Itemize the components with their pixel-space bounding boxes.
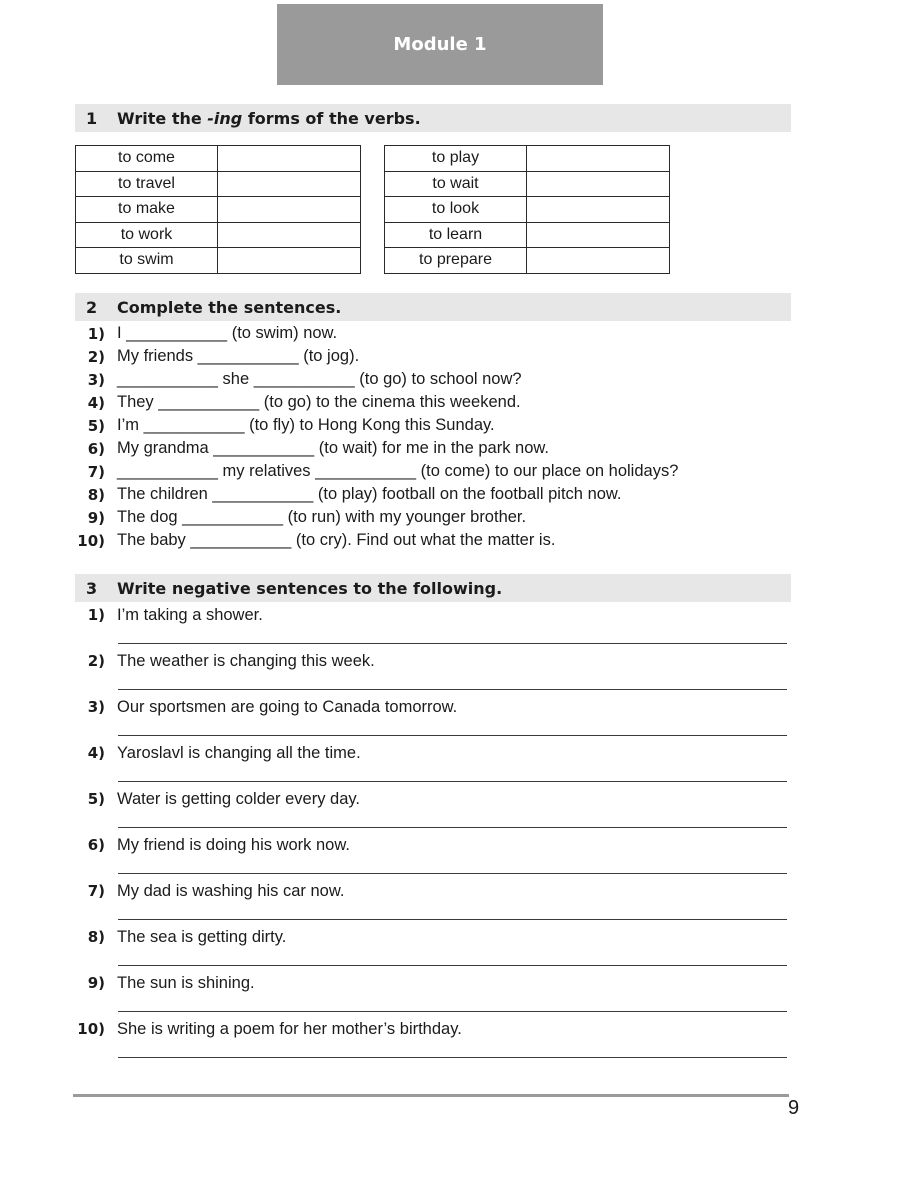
item-number: 2): [87, 347, 105, 366]
section-1-title-end: forms of the verbs.: [242, 108, 421, 128]
sentence-text: The baby ___________ (to cry). Find out what the matter is.: [117, 531, 556, 549]
sentence-text: She is writing a poem for her mother’s birthday.: [117, 1019, 462, 1038]
item-number: 3): [87, 370, 105, 389]
section-1-number: 1: [86, 108, 98, 128]
sentence-item: [75, 414, 791, 437]
sentence-text: They ___________ (to go) to the cinema this weekend.: [117, 393, 521, 411]
module-title: Module 1: [393, 34, 487, 55]
sentence-text: Our sportsmen are going to Canada tomorrow.: [117, 697, 458, 716]
item-row: [75, 925, 791, 949]
answer-line[interactable]: [118, 781, 787, 782]
item-number: 7): [87, 882, 105, 900]
verb-cell: to prepare: [385, 248, 527, 274]
verbs-table-right: [384, 145, 670, 274]
item-row: [75, 833, 791, 857]
section-1-title-start: Write the: [117, 108, 208, 128]
answer-line[interactable]: [118, 965, 787, 966]
item-row: [75, 879, 791, 903]
section-2-list: [75, 322, 791, 552]
answer-cell[interactable]: [218, 248, 361, 274]
sentence-text: ___________ she ___________ (to go) to school now?: [117, 370, 522, 388]
item-number: 9): [87, 508, 105, 527]
negative-item: [75, 787, 791, 833]
answer-cell[interactable]: [218, 197, 361, 223]
negative-item: [75, 971, 791, 1017]
section-3-title: Write negative sentences to the following.: [117, 578, 503, 598]
sentence-text: My dad is washing his car now.: [117, 881, 345, 900]
negative-item: [75, 1017, 791, 1063]
verb-row: [76, 222, 361, 248]
sentence-text: The sea is getting dirty.: [117, 927, 287, 946]
item-number: 10): [77, 1020, 105, 1038]
section-3-list: [75, 603, 791, 1063]
answer-cell[interactable]: [527, 146, 670, 172]
sentence-text: I’m taking a shower.: [117, 605, 263, 624]
sentence-text: I’m ___________ (to fly) to Hong Kong this Sunday.: [117, 416, 495, 434]
module-header: [277, 4, 603, 85]
sentence-item: [75, 368, 791, 391]
answer-line[interactable]: [118, 735, 787, 736]
verb-cell: to learn: [385, 222, 527, 248]
answer-cell[interactable]: [527, 171, 670, 197]
item-row: [75, 1017, 791, 1041]
item-number: 6): [87, 439, 105, 458]
sentence-item: [75, 391, 791, 414]
negative-item: [75, 603, 791, 649]
item-number: 4): [87, 393, 105, 412]
verb-cell: to play: [385, 146, 527, 172]
answer-line[interactable]: [118, 1057, 787, 1058]
sentence-text: The children ___________ (to play) football on the football pitch now.: [117, 485, 622, 503]
sentence-item: [75, 506, 791, 529]
answer-line[interactable]: [118, 919, 787, 920]
verb-cell: to look: [385, 197, 527, 223]
negative-item: [75, 833, 791, 879]
negative-item: [75, 649, 791, 695]
page-number: 9: [788, 1097, 800, 1119]
section-2-header: [75, 293, 791, 321]
sentence-text: The weather is changing this week.: [117, 651, 375, 670]
sentence-item: [75, 345, 791, 368]
section-1-title: [117, 109, 421, 128]
answer-cell[interactable]: [218, 171, 361, 197]
negative-item: [75, 879, 791, 925]
item-row: [75, 603, 791, 627]
verb-row: [385, 171, 670, 197]
negative-item: [75, 925, 791, 971]
negative-item: [75, 695, 791, 741]
item-number: 5): [87, 790, 105, 808]
sentence-text: Yaroslavl is changing all the time.: [117, 743, 361, 762]
answer-line[interactable]: [118, 873, 787, 874]
section-2-number: 2: [86, 297, 98, 317]
section-1-title-italic: -ing: [207, 108, 243, 128]
verbs-table-left: [75, 145, 361, 274]
section-3-header: [75, 574, 791, 602]
item-row: [75, 971, 791, 995]
sentence-text: Water is getting colder every day.: [117, 789, 361, 808]
item-number: 1): [87, 606, 105, 624]
item-row: [75, 741, 791, 765]
verb-row: [76, 146, 361, 172]
item-number: 2): [87, 652, 105, 670]
answer-cell[interactable]: [527, 222, 670, 248]
verb-row: [385, 146, 670, 172]
sentence-item: [75, 460, 791, 483]
item-number: 8): [87, 928, 105, 946]
item-number: 10): [77, 531, 105, 550]
verb-cell: to travel: [76, 171, 218, 197]
verb-cell: to swim: [76, 248, 218, 274]
sentence-item: [75, 529, 791, 552]
answer-line[interactable]: [118, 1011, 787, 1012]
section-3-number: 3: [86, 578, 98, 598]
sentence-text: ___________ my relatives ___________ (to come) to our place on holidays?: [117, 462, 679, 480]
sentence-item: [75, 322, 791, 345]
sentence-text: The dog ___________ (to run) with my younger brother.: [117, 508, 527, 526]
negative-item: [75, 741, 791, 787]
answer-cell[interactable]: [218, 146, 361, 172]
answer-cell[interactable]: [527, 248, 670, 274]
sentence-text: My friend is doing his work now.: [117, 835, 350, 854]
item-row: [75, 787, 791, 811]
verb-row: [385, 248, 670, 274]
item-number: 7): [87, 462, 105, 481]
verb-row: [76, 171, 361, 197]
verb-row: [385, 222, 670, 248]
verb-row: [76, 248, 361, 274]
item-row: [75, 649, 791, 673]
sentence-item: [75, 483, 791, 506]
verb-cell: to wait: [385, 171, 527, 197]
verb-cell: to make: [76, 197, 218, 223]
sentence-text: My friends ___________ (to jog).: [117, 347, 360, 365]
section-1-header: [75, 104, 791, 132]
item-number: 9): [87, 974, 105, 992]
sentence-text: I ___________ (to swim) now.: [117, 324, 338, 342]
item-number: 5): [87, 416, 105, 435]
verb-row: [76, 197, 361, 223]
answer-line[interactable]: [118, 643, 787, 644]
verb-cell: to come: [76, 146, 218, 172]
item-number: 4): [87, 744, 105, 762]
item-number: 1): [87, 324, 105, 343]
sentence-item: [75, 437, 791, 460]
section-2-title: Complete the sentences.: [117, 297, 342, 317]
answer-line[interactable]: [118, 689, 787, 690]
item-number: 8): [87, 485, 105, 504]
verb-cell: to work: [76, 222, 218, 248]
item-number: 6): [87, 836, 105, 854]
verb-row: [385, 197, 670, 223]
item-row: [75, 695, 791, 719]
item-number: 3): [87, 698, 105, 716]
answer-cell[interactable]: [218, 222, 361, 248]
answer-cell[interactable]: [527, 197, 670, 223]
footer-rule: [73, 1094, 789, 1097]
answer-line[interactable]: [118, 827, 787, 828]
sentence-text: The sun is shining.: [117, 973, 255, 992]
sentence-text: My grandma ___________ (to wait) for me in the park now.: [117, 439, 549, 457]
